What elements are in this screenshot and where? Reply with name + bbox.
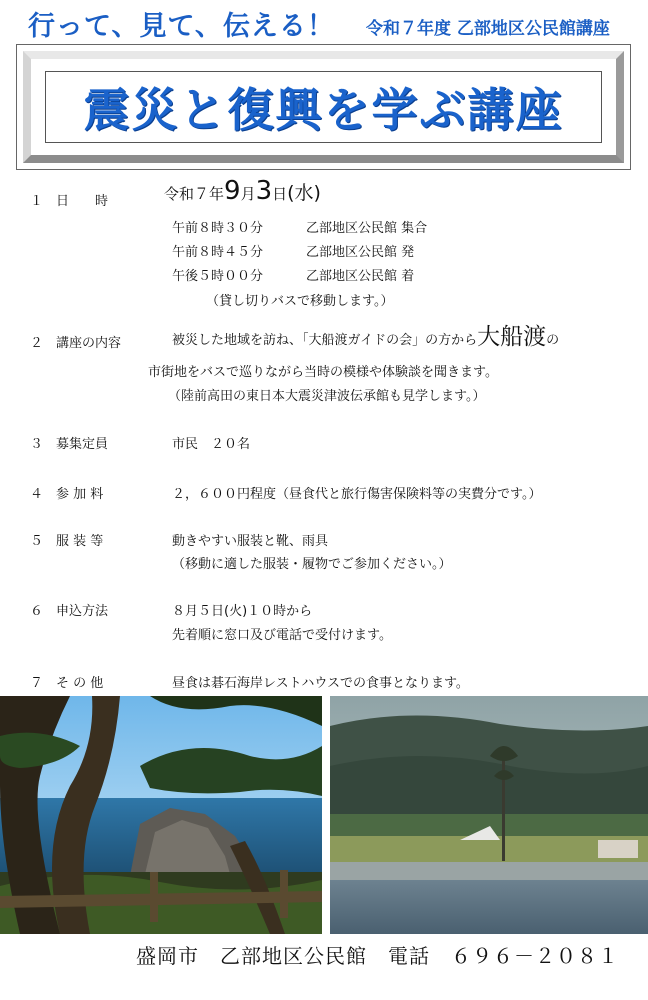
item-value: 動きやすい服装と靴、雨具 — [172, 534, 329, 549]
item-number: １ — [30, 194, 44, 209]
date-weekday: (水) — [287, 182, 321, 204]
item-label: 講座の内容 — [56, 336, 122, 351]
date-era: 令和７年 — [164, 185, 225, 203]
item-label: 日 時 — [56, 194, 109, 209]
event-date — [164, 174, 321, 211]
schedule-place: 乙部地区公民館 着 — [306, 269, 415, 284]
item-number: ２ — [30, 336, 44, 351]
content-line-3: （陸前高田の東日本大震災津波伝承館も見学します。） — [168, 389, 486, 404]
item-label: 服 装 等 — [56, 534, 104, 549]
title-banner — [16, 44, 631, 170]
item-value: ８月５日(火)１０時から — [172, 604, 313, 619]
contact-footer: 盛岡市 乙部地区公民館 電話 ６９６－２０８１ — [136, 944, 619, 968]
schedule-time: 午後５時００分 — [172, 269, 264, 284]
item-number: ７ — [30, 676, 44, 691]
transport-note: （貸し切りバスで移動します。） — [206, 294, 394, 309]
item-label: 申込方法 — [56, 604, 109, 619]
date-day-unit: 日 — [272, 185, 288, 203]
date-month-unit: 月 — [240, 185, 256, 203]
content-text: の — [546, 333, 560, 348]
item-value: 昼食は碁石海岸レストハウスでの食事となります。 — [172, 676, 469, 691]
schedule-place: 乙部地区公民館 集合 — [306, 221, 428, 236]
item-value: 先着順に窓口及び電話で受付けます。 — [172, 628, 392, 643]
item-label: そ の 他 — [56, 676, 104, 691]
schedule-time: 午前８時４５分 — [172, 245, 264, 260]
item-number: ５ — [30, 534, 44, 549]
item-value: ２，６００円程度（昼食代と旅行傷害保険料等の実費分です。） — [172, 487, 542, 502]
banner-panel — [45, 71, 602, 143]
schedule-place: 乙部地区公民館 発 — [306, 245, 415, 260]
bay-lone-pine-photo — [330, 696, 648, 934]
item-value: （移動に適した服装・履物でご参加ください。） — [172, 557, 452, 572]
date-month: 9 — [224, 176, 241, 206]
date-day: 3 — [255, 176, 273, 206]
item-number: ４ — [30, 487, 44, 502]
item-label: 募集定員 — [56, 437, 109, 452]
program-name: 令和７年度 乙部地区公民館講座 — [366, 19, 610, 39]
schedule-time: 午前８時３０分 — [172, 221, 264, 236]
item-number: ３ — [30, 437, 44, 452]
item-label: 参 加 料 — [56, 487, 104, 502]
item-number: ６ — [30, 604, 44, 619]
content-text: 被災した地域を訪ね、「大船渡ガイドの会」の方から — [172, 333, 478, 348]
item-value: 市民 ２０名 — [172, 437, 251, 452]
page-title: 震災と復興を学ぶ講座 — [83, 83, 564, 137]
content-line-2: 市街地をバスで巡りながら当時の模様や体験談を聞きます。 — [148, 365, 498, 380]
content-line-1 — [172, 322, 559, 356]
coast-pine-photo — [0, 696, 322, 934]
content-highlight: 大船渡 — [477, 324, 547, 350]
catchphrase: 行って、見て、伝える！ — [28, 11, 335, 42]
